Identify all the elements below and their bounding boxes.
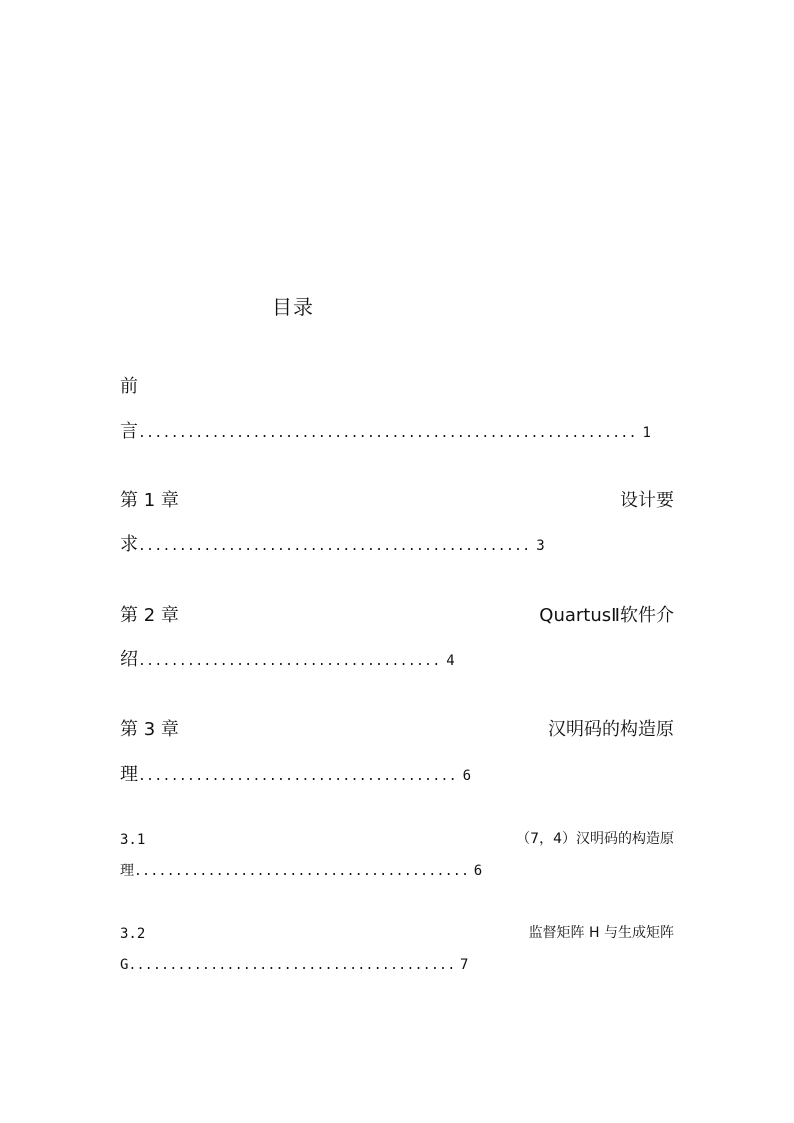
preface-label-part2: 言: [120, 421, 138, 442]
section-title: （7，4）汉明码的构造原: [516, 831, 674, 847]
toc-entry-ch1-line2[interactable]: [120, 536, 545, 554]
toc-entry-s31-prefix: [120, 833, 145, 847]
section-number: 3.2: [120, 926, 146, 942]
leader-dots: .........................................: [134, 864, 470, 879]
toc-entry-ch2-line2[interactable]: [120, 651, 455, 669]
page-number: 1: [642, 425, 651, 441]
toc-entry-preface-line1: [120, 378, 138, 396]
chapter-number: 第 1 章: [120, 490, 179, 511]
section-number: 3.1: [120, 832, 146, 848]
chapter-number: 第 2 章: [120, 605, 179, 626]
leader-dots: .....................................: [138, 654, 441, 669]
toc-entry-ch2-title: [539, 607, 674, 625]
toc-entry-preface-line2[interactable]: [120, 423, 651, 441]
leader-dots: ........................................: [128, 958, 456, 973]
chapter-title-wrap: 求: [120, 534, 138, 555]
page-number: 6: [462, 768, 472, 784]
leader-dots: .............................................................: [138, 426, 637, 441]
section-title-wrap: G: [120, 957, 129, 973]
preface-label-part1: 前: [120, 376, 138, 397]
toc-entry-s31-line2[interactable]: [120, 864, 482, 878]
toc-entry-ch3-title: [548, 721, 674, 739]
section-title: 监督矩阵 H 与生成矩阵: [528, 925, 674, 941]
chapter-title: 设计要: [620, 490, 674, 511]
chapter-title: 汉明码的构造原: [548, 719, 674, 740]
leader-dots: ................................................: [138, 539, 531, 554]
toc-entry-s32-prefix: [120, 927, 145, 941]
toc-entry-ch3-line2[interactable]: [120, 766, 471, 784]
chapter-title: QuartusⅡ软件介: [539, 605, 674, 626]
leader-dots: .......................................: [138, 769, 457, 784]
section-title-wrap: 理: [120, 863, 134, 879]
toc-title: 目录: [272, 295, 314, 319]
chapter-title-wrap: 理: [120, 764, 138, 785]
toc-entry-ch3-prefix: [120, 721, 179, 739]
chapter-number: 第 3 章: [120, 719, 179, 740]
toc-entry-s31-title: [516, 832, 674, 846]
page-number: 4: [446, 653, 455, 669]
page-number: 6: [473, 863, 483, 879]
page-number: 7: [459, 957, 469, 973]
page-number: 3: [536, 538, 545, 554]
toc-entry-s32-title: [529, 926, 674, 940]
toc-entry-ch1-prefix: [120, 492, 179, 510]
toc-entry-ch2-prefix: [120, 607, 179, 625]
chapter-title-wrap: 绍: [120, 649, 138, 670]
toc-entry-s32-line2[interactable]: [120, 958, 468, 972]
toc-entry-ch1-title: [620, 492, 674, 510]
